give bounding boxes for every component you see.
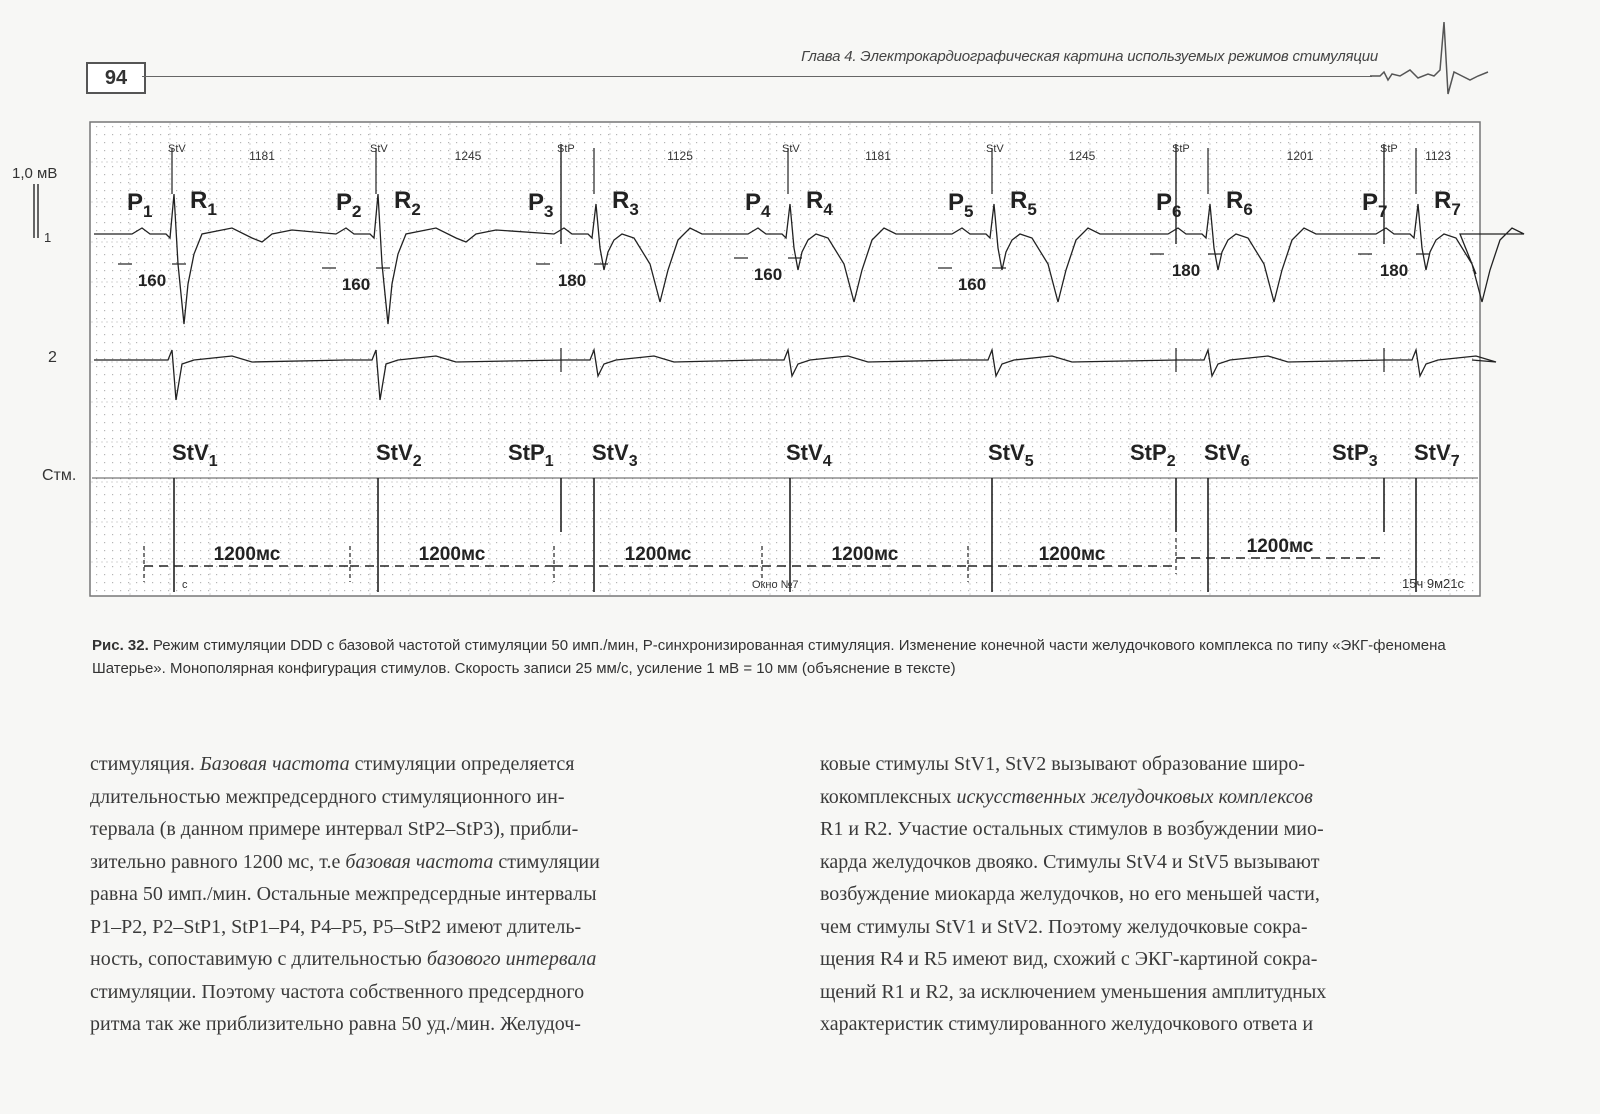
body-column-left	[90, 748, 784, 1041]
timestamp-label: 15ч 9м21с	[1402, 576, 1464, 591]
marker-label: StP	[557, 143, 575, 155]
ecg-figure	[0, 118, 1600, 608]
caption-text: Режим стимуляции DDD с базовой частотой стимуляции 50 имп./мин, Р-синхронизированная стимуляция. Изменение конечной части желудочкового комплекса по типу «ЭКГ-феномена Шатерье». Монополярная конфигурация стимулов. Скорость записи 25 мм/с, усиление 1 мВ = 10 мм (объяснение в тексте)	[92, 637, 1446, 677]
rr-value: 1181	[865, 149, 891, 163]
stim-label: StV$_7$	[1414, 440, 1460, 470]
chapter-title: Глава 4. Электрокардиографическая картина используемых режимов стимуляции	[801, 48, 1378, 65]
r-wave-label: $R_3$	[612, 187, 639, 219]
marker-label: StV	[782, 143, 800, 155]
bottom-label-left: c	[182, 579, 188, 591]
italic-term: Базовая частота	[199, 753, 350, 775]
caption-label: Рис. 32.	[92, 637, 149, 654]
scale-label: 1,0 мВ	[12, 165, 58, 182]
stim-label: StV$_2$	[376, 440, 422, 470]
interval-label: 1200мс	[418, 544, 486, 565]
r-wave-label: $R_1$	[190, 187, 217, 219]
av-interval-label: 160	[137, 271, 167, 290]
stim-label: StV$_6$	[1204, 440, 1250, 470]
body-column-right	[820, 748, 1514, 1041]
stim-label: StV$_5$	[988, 440, 1034, 470]
r-wave-label: $R_4$	[806, 187, 833, 219]
channel-label-2: 2	[48, 349, 57, 366]
page-number: 94	[86, 62, 146, 94]
marker-label: StV	[986, 143, 1004, 155]
right-column-line: кокомплексных искусственных желудочковых комплексов	[820, 785, 1313, 808]
rr-value: 1181	[249, 149, 275, 163]
interval-label: 1200мс	[1246, 536, 1314, 557]
marker-label: StV	[168, 143, 186, 155]
marker-label: StP	[1172, 143, 1190, 155]
av-interval-label: 180	[1171, 261, 1201, 280]
p-wave-label: $P_1$	[127, 189, 153, 221]
right-column-line: щений R1 и R2, за исключением уменьшения амплитудных	[820, 980, 1327, 1003]
channel-label-stm: Стм.	[42, 467, 77, 484]
amplitude-scale	[12, 165, 76, 484]
av-interval-label: 180	[1379, 261, 1409, 280]
header-rule	[142, 76, 1372, 77]
left-column-line: ность, сопоставимую с длительностью базового интервала	[90, 948, 597, 970]
left-column-line: длительностью межпредсердного стимуляционного ин-	[90, 785, 565, 808]
p-wave-label: $P_4$	[745, 189, 771, 221]
left-column-line: равна 50 имп./мин. Остальные межпредсердные интервалы	[90, 883, 597, 905]
marker-label: StP	[1380, 143, 1398, 155]
right-column-line: характеристик стимулированного желудочкового ответа и	[820, 1013, 1314, 1035]
right-column-line: щения R4 и R5 имеют вид, схожий с ЭКГ-картиной сокра-	[820, 948, 1318, 970]
r-wave-label: $R_6$	[1226, 187, 1253, 219]
page-header	[0, 0, 1600, 110]
italic-term: базового интервала	[426, 948, 597, 970]
p-wave-label: $P_6$	[1156, 189, 1182, 221]
italic-term: базовая частота	[345, 850, 494, 873]
right-column-line: ковые стимулы StV1, StV2 вызывают образование широ-	[820, 753, 1305, 775]
stim-label: StV$_4$	[786, 440, 832, 470]
av-interval-label: 180	[557, 271, 587, 290]
right-column-line: R1 и R2. Участие остальных стимулов в возбуждении мио-	[820, 818, 1324, 840]
rr-value: 1123	[1425, 149, 1451, 163]
left-column-line: P1–P2, P2–StP1, StP1–P4, P4–P5, P5–StP2 имеют длитель-	[90, 915, 582, 938]
left-column-line: тервала (в данном примере интервал StP2–StP3), прибли-	[90, 818, 579, 840]
interval-label: 1200мс	[1038, 544, 1106, 565]
left-column-line: стимуляция. Базовая частота стимуляции определяется	[90, 753, 575, 775]
left-column-line: зительно равного 1200 мс, т.е базовая частота стимуляции	[90, 850, 600, 873]
interval-label: 1200мс	[624, 544, 692, 565]
interval-label: 1200мс	[213, 544, 281, 565]
rr-value: 1201	[1286, 149, 1314, 163]
av-interval-label: 160	[753, 265, 783, 284]
stim-label: StV$_3$	[592, 440, 638, 470]
marker-label: StV	[370, 143, 388, 155]
av-interval-label: 160	[341, 275, 371, 294]
p-wave-label: $P_3$	[528, 189, 554, 221]
av-interval-label: 160	[957, 275, 987, 294]
p-wave-label: $P_7$	[1362, 189, 1388, 221]
italic-term: искусственных желудочковых комплексов	[956, 785, 1313, 808]
interval-label: 1200мс	[831, 544, 899, 565]
p-wave-label: $P_2$	[336, 189, 362, 221]
r-wave-label: $R_5$	[1010, 187, 1037, 219]
rr-value: 1245	[1068, 149, 1096, 163]
left-column-line: ритма так же приблизительно равна 50 уд./мин. Желудоч-	[90, 1013, 581, 1035]
right-column-line: возбуждение миокарда желудочков, но его меньшей части,	[820, 883, 1320, 905]
rr-value: 1245	[454, 149, 482, 163]
p-wave-label: $P_5$	[948, 189, 974, 221]
left-column-line: стимуляции. Поэтому частота собственного предсердного	[90, 980, 585, 1003]
stim-label: StP$_3$	[1332, 440, 1378, 470]
window-label: Окно №7	[752, 579, 799, 591]
right-column-line: чем стимулы StV1 и StV2. Поэтому желудочковые сокра-	[820, 915, 1308, 938]
right-column-line: карда желудочков двояко. Стимулы StV4 и StV5 вызывают	[820, 850, 1320, 873]
stim-label: StV$_1$	[172, 440, 218, 470]
ecg-ornament-icon	[1370, 20, 1490, 100]
r-wave-label: $R_2$	[394, 187, 421, 219]
rr-value: 1125	[667, 149, 693, 163]
stim-label: StP$_2$	[1130, 440, 1176, 470]
stim-label: StP$_1$	[508, 440, 554, 470]
figure-caption	[92, 634, 1512, 680]
r-wave-label: $R_7$	[1434, 187, 1461, 219]
scale-mark: 1	[44, 230, 52, 245]
